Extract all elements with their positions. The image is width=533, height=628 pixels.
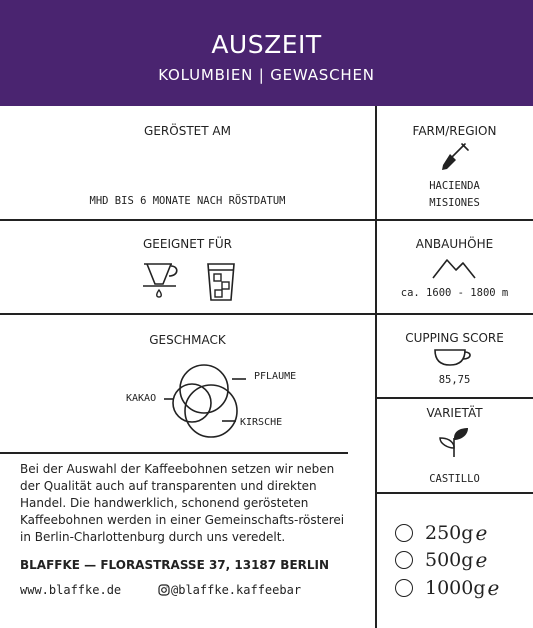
divider-right-2 — [376, 313, 533, 315]
taste-note-cherry: KIRSCHE — [240, 417, 283, 428]
divider-right-1 — [376, 219, 533, 221]
divider-left-2 — [0, 313, 375, 315]
variety-label: VARIETÄT — [426, 406, 483, 420]
altitude-value: ca. 1600 - 1800 m — [400, 287, 509, 299]
taste-note-cocoa: KAKAO — [126, 393, 157, 404]
size-label-1000: 1000g — [425, 577, 486, 599]
best-before-text: MHD BIS 6 MONATE NACH RÖSTDATUM — [89, 195, 286, 207]
shovel-icon — [438, 141, 470, 173]
address: BLAFFKE — FLORASTRASSE 37, 13187 BERLIN — [20, 558, 330, 572]
size-label-250: 250g — [425, 522, 474, 544]
description-paragraph: Bei der Auswahl der Kaffeebohnen setzen wir neben der Qualität auch auf transparenten und direkten Handel. Die handwerklich, schonend gerösteten Kaffeebohnen werden in einer Gemeinschafts-rösterei in Berlin-Charlottenburg durch uns veredelt. — [20, 462, 345, 544]
product-title: AUSZEIT — [211, 30, 322, 59]
divider-right-3 — [376, 397, 533, 399]
iced-coffee-icon — [205, 262, 237, 302]
variety-value: CASTILLO — [429, 473, 480, 485]
farm-line1: HACIENDA — [429, 180, 480, 192]
radio-250[interactable] — [395, 524, 413, 542]
taste-label: GESCHMACK — [149, 333, 226, 347]
instagram-handle-text: @blaffke.kaffeebar — [171, 583, 302, 597]
radio-500[interactable] — [395, 551, 413, 569]
radio-1000[interactable] — [395, 579, 413, 597]
pour-over-icon — [142, 262, 182, 302]
size-label-500: 500g — [425, 549, 474, 571]
divider-left-1 — [0, 219, 375, 221]
farm-label: FARM/REGION — [412, 124, 497, 138]
sprout-icon — [438, 426, 470, 458]
bean-icon: ℯ — [475, 521, 488, 545]
cupping-label: CUPPING SCORE — [405, 331, 504, 345]
divider-right-4 — [376, 492, 533, 494]
cupping-value: 85,75 — [438, 374, 471, 386]
suitable-label: GEEIGNET FÜR — [142, 237, 233, 251]
size-option-1000[interactable] — [395, 577, 499, 599]
size-option-250[interactable] — [395, 522, 487, 544]
website-link[interactable]: www.blaffke.de — [20, 583, 122, 597]
size-option-500[interactable] — [395, 549, 487, 571]
divider-left-3 — [0, 452, 348, 454]
farm-line2: MISIONES — [429, 197, 480, 209]
roasted-label: GERÖSTET AM — [144, 124, 231, 138]
bean-icon: ℯ — [475, 548, 488, 572]
instagram-handle[interactable] — [171, 583, 301, 597]
cup-icon — [432, 348, 476, 368]
taste-venn-diagram — [160, 355, 260, 445]
instagram-icon — [158, 584, 170, 596]
header-banner — [0, 0, 533, 106]
taste-note-plum: PFLAUME — [254, 371, 297, 382]
bean-icon: ℯ — [487, 576, 500, 600]
mountain-icon — [432, 256, 476, 280]
description-text — [20, 461, 350, 546]
altitude-label: ANBAUHÖHE — [415, 237, 494, 251]
product-subtitle: KOLUMBIEN | GEWASCHEN — [158, 66, 375, 84]
